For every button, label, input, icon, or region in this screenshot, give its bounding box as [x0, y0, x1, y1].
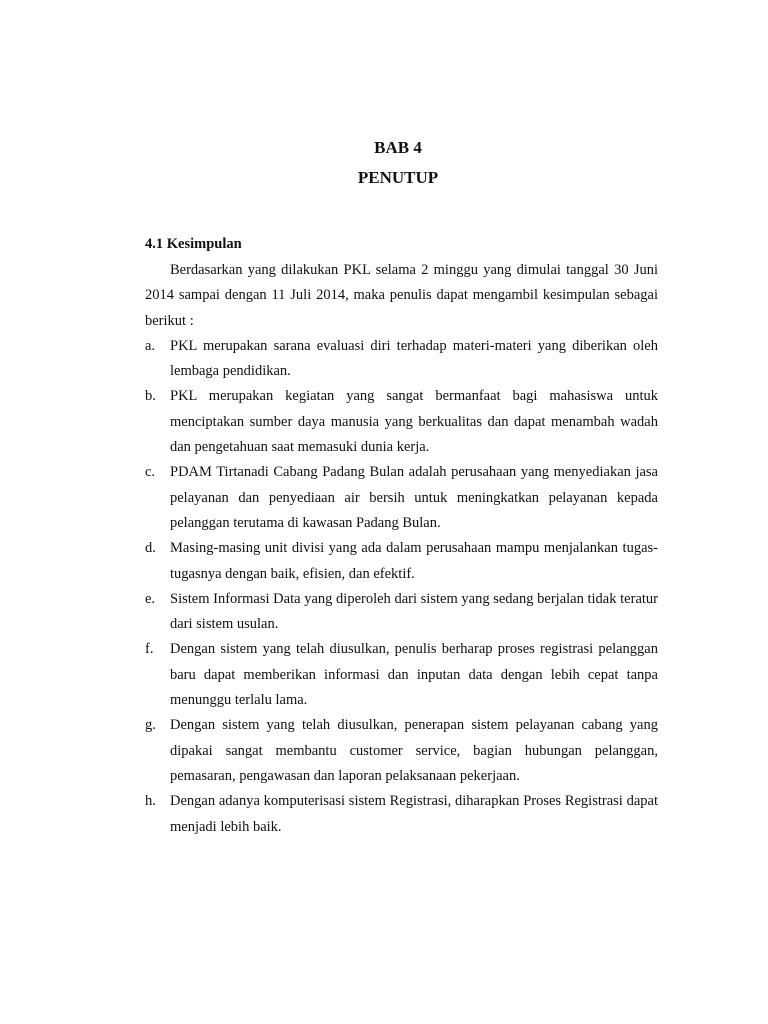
list-item-letter: g.: [145, 717, 156, 734]
chapter-title: PENUTUP: [357, 168, 439, 187]
section-body: [145, 258, 658, 840]
list-item: [145, 460, 658, 536]
list-item-text: Dengan sistem yang telah diusulkan, penerapan sistem pelayanan cabang yang dipakai sangat membantu customer service, bagian hubungan pelanggan, pemasaran, pengawasan dan laporan pelaksanaan pekerjaan.: [170, 717, 658, 784]
list-item: [145, 789, 658, 840]
list-item-text: Sistem Informasi Data yang diperoleh dari sistem yang sedang berjalan tidak teratur dari sistem usulan.: [170, 590, 658, 633]
list-item: [145, 713, 658, 789]
list-item-letter: b.: [145, 388, 156, 405]
section-heading: 4.1 Kesimpulan: [145, 236, 242, 252]
list-item: [145, 637, 658, 713]
list-item-text: Dengan adanya komputerisasi sistem Registrasi, diharapkan Proses Registrasi dapat menjadi lebih baik.: [170, 793, 658, 835]
list-item-letter: h.: [145, 793, 156, 810]
list-item-letter: c.: [145, 464, 156, 481]
chapter-number: BAB 4: [374, 138, 422, 157]
list-item-letter: a.: [145, 337, 156, 354]
list-item-text: PKL merupakan sarana evaluasi diri terhadap materi-materi yang diberikan oleh lembaga pendidikan.: [170, 337, 658, 380]
list-item-text: Dengan sistem yang telah diusulkan, penulis berharap proses registrasi pelanggan baru dapat memberikan informasi dan inputan data dengan lebih cepat tanpa menunggu terlalu lama.: [170, 641, 658, 709]
list-item-text: PDAM Tirtanadi Cabang Padang Bulan adalah perusahaan yang menyediakan jasa pelayanan dan penyediaan air bersih untuk meningkatkan pelayanan kepada pelanggan terutama di kawasan Padang Bulan.: [170, 464, 658, 531]
list-item-letter: f.: [145, 641, 154, 658]
list-item-text: Masing-masing unit divisi yang ada dalam perusahaan mampu menjalankan tugas-tugasnya dengan baik, efisien, dan efektif.: [170, 540, 658, 582]
list-item-text: PKL merupakan kegiatan yang sangat bermanfaat bagi mahasiswa untuk menciptakan sumber daya manusia yang berkualitas dan dapat menambah wadah dan pengetahuan saat memasuki dunia kerja.: [170, 388, 658, 456]
list-item-letter: e.: [145, 590, 156, 607]
list-item: [145, 536, 658, 587]
list-item: [145, 587, 658, 638]
list-item: [145, 334, 658, 385]
intro-paragraph: Berdasarkan yang dilakukan PKL selama 2 minggu yang dimulai tanggal 30 Juni 2014 sampai dengan 11 Juli 2014, maka penulis dapat mengambil kesimpulan sebagai berikut :: [145, 262, 658, 329]
list-item-letter: d.: [145, 540, 156, 557]
list-item: [145, 384, 658, 460]
conclusion-list: [145, 334, 658, 840]
